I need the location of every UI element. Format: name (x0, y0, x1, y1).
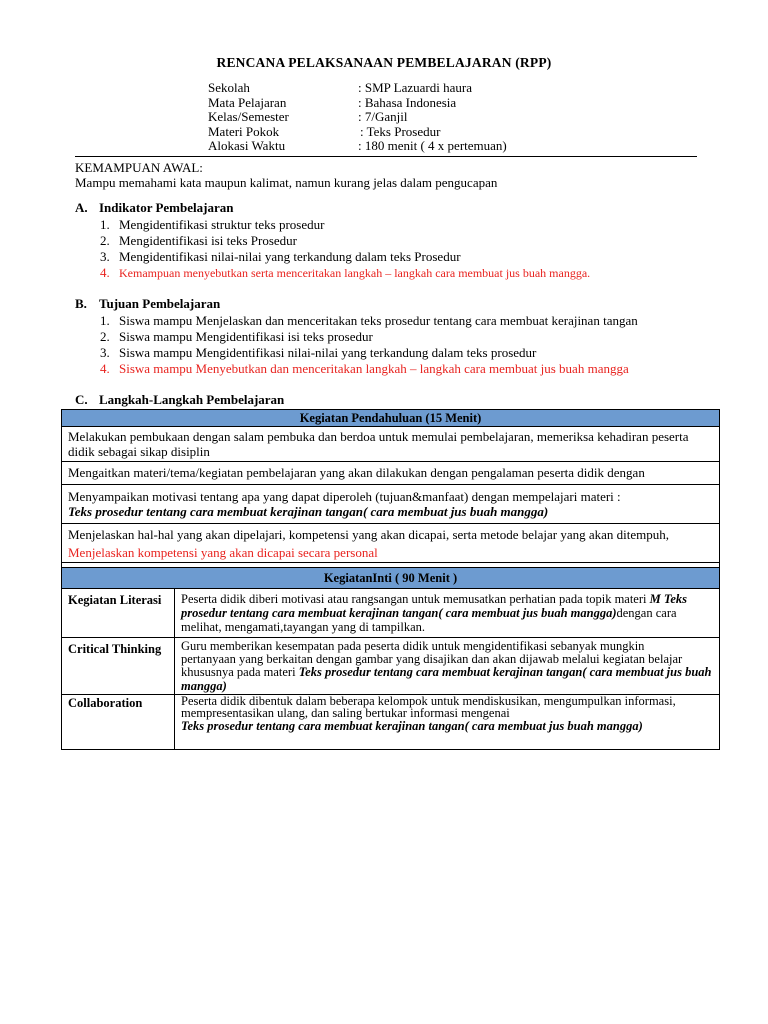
header-divider (75, 156, 697, 157)
info-label: Materi Pokok (208, 123, 280, 139)
literasi-text: Peserta didik diberi motivasi atau rangsangan untuk memusatkan perhatian pada topik materi (181, 592, 647, 606)
item-text: Siswa mampu Menyebutkan dan menceritakan langkah – langkah cara membuat jus buah mangga (119, 361, 629, 376)
kemampuan-awal (75, 160, 497, 190)
body-collaboration (175, 694, 720, 749)
table-row (62, 589, 720, 638)
body-critical (175, 638, 720, 695)
row-menjelaskan (62, 524, 720, 563)
section-title: Langkah-Langkah Pembelajaran (99, 392, 285, 407)
info-row-mapel (208, 96, 507, 111)
item-text: Siswa mampu Mengidentifikasi isi teks prosedur (119, 329, 373, 344)
item-number: 1. (100, 217, 110, 232)
item-text: Mengidentifikasi isi teks Prosedur (119, 233, 298, 248)
row-mengaitkan: Mengaitkan materi/tema/kegiatan pembelajaran yang akan dilakukan dengan pengalaman peserta didik dengan (62, 462, 720, 485)
list-item (100, 233, 590, 249)
list-item (100, 345, 638, 361)
critical-bold: Teks prosedur tentang cara membuat kerajinan tangan( cara membuat jus buah mangga) (181, 665, 712, 693)
header-pendahuluan: Kegiatan Pendahuluan (15 Menit) (62, 410, 720, 427)
info-row-kelas (208, 110, 507, 125)
list-item (100, 265, 590, 281)
langkah-table (61, 409, 720, 750)
collaboration-text: Peserta didik dibentuk dalam beberapa kelompok untuk mendiskusikan, mengumpulkan informasi, mempresentasikan ulang, dan saling bertukar informasi mengenai (181, 693, 676, 721)
item-number: 3. (100, 249, 110, 264)
tujuan-list (100, 313, 638, 377)
critical-text: Guru memberikan kesempatan pada peserta didik untuk mengidentifikasi sebanyak mungkin (181, 639, 645, 653)
item-text: Mengidentifikasi nilai-nilai yang terkandung dalam teks Prosedur (119, 249, 461, 264)
info-row-materi (208, 125, 507, 140)
label-collaboration: Collaboration (62, 694, 175, 749)
table-row (62, 694, 720, 749)
list-item (100, 329, 638, 345)
item-number: 4. (100, 361, 110, 376)
section-a-heading (75, 200, 233, 216)
list-item (100, 313, 638, 329)
literasi-text-2: dengan cara melihat, mengamati,tayangan yang di tampilkan. (181, 606, 677, 634)
motivasi-bold: Teks prosedur tentang cara membuat kerajinan tangan( cara membuat jus buah mangga) (68, 504, 549, 519)
info-label: Sekolah (208, 80, 250, 95)
section-b-heading (75, 296, 220, 312)
section-letter: C. (75, 392, 88, 407)
label-critical: Critical Thinking (62, 638, 175, 695)
kemampuan-text: Mampu memahami kata maupun kalimat, namun kurang jelas dalam pengucapan (75, 175, 498, 190)
info-value: : 7/Ganjil (358, 109, 408, 125)
list-item (100, 217, 590, 233)
list-item (100, 361, 638, 377)
literasi-bold: M Teks prosedur tentang cara membuat kerajinan tangan( cara membuat jus buah mangga) (181, 592, 688, 620)
info-label: Mata Pelajaran (208, 94, 287, 110)
section-c-heading (75, 392, 284, 408)
table-row (62, 638, 720, 695)
info-row-alokasi (208, 139, 507, 154)
table-row (62, 427, 720, 462)
header-inti: KegiatanInti ( 90 Menit ) (62, 568, 720, 589)
section-title: Tujuan Pembelajaran (99, 296, 221, 311)
item-text: Siswa mampu Menjelaskan dan menceritakan teks prosedur tentang cara membuat kerajinan tangan (119, 313, 638, 328)
critical-text-2-wrap (181, 653, 713, 693)
row-pembukaan: Melakukan pembukaan dengan salam pembuka dan berdoa untuk memulai pembelajaran, memeriksa kehadiran peserta didik sebagai sikap disiplin (62, 427, 720, 462)
table-row (62, 568, 720, 589)
kemampuan-heading: KEMAMPUAN AWAL: (75, 160, 203, 175)
collaboration-bold: Teks prosedur tentang cara membuat kerajinan tangan( cara membuat jus buah mangga) (181, 718, 643, 733)
info-value: : Bahasa Indonesia (358, 94, 457, 110)
list-item (100, 249, 590, 265)
row-motivasi (62, 485, 720, 524)
item-number: 1. (100, 313, 110, 328)
table-row (62, 410, 720, 427)
motivasi-text: Menyampaikan motivasi tentang apa yang dapat diperoleh (tujuan&manfaat) dengan mempelajari materi : (68, 489, 621, 504)
item-number: 4. (100, 265, 110, 280)
section-title: Indikator Pembelajaran (99, 200, 234, 215)
info-label: Kelas/Semester (208, 109, 289, 125)
menjelaskan-text: Menjelaskan hal-hal yang akan dipelajari, kompetensi yang akan dicapai, serta metode belajar yang akan ditempuh, (68, 527, 670, 542)
item-number: 2. (100, 233, 110, 248)
info-value: : Teks Prosedur (360, 123, 441, 139)
item-text: Kemampuan menyebutkan serta menceritakan langkah – langkah cara membuat jus buah mangga. (119, 266, 591, 280)
info-block (208, 81, 507, 154)
item-number: 2. (100, 329, 110, 344)
info-value: : SMP Lazuardi haura (358, 80, 472, 95)
document-title: RENCANA PELAKSANAAN PEMBELAJARAN (RPP) (216, 55, 552, 70)
info-value: : 180 menit ( 4 x pertemuan) (358, 138, 507, 154)
menjelaskan-red: Menjelaskan kompetensi yang akan dicapai secara personal (68, 545, 378, 560)
info-label: Alokasi Waktu (208, 138, 286, 154)
label-literasi: Kegiatan Literasi (62, 589, 175, 638)
section-letter: B. (75, 296, 87, 311)
indikator-list (100, 217, 590, 281)
section-letter: A. (75, 200, 88, 215)
body-literasi (175, 589, 720, 638)
table-row (62, 524, 720, 563)
info-row-sekolah (208, 81, 507, 96)
table-row (62, 462, 720, 485)
item-text: Mengidentifikasi struktur teks prosedur (119, 217, 325, 232)
item-text: Siswa mampu Mengidentifikasi nilai-nilai yang terkandung dalam teks prosedur (119, 345, 537, 360)
critical-text-2: pertanyaan yang berkaitan dengan gambar yang disajikan dan akan dijawab melalui kegiatan belajar khususnya pada materi (181, 652, 683, 680)
table-row (62, 485, 720, 524)
item-number: 3. (100, 345, 110, 360)
